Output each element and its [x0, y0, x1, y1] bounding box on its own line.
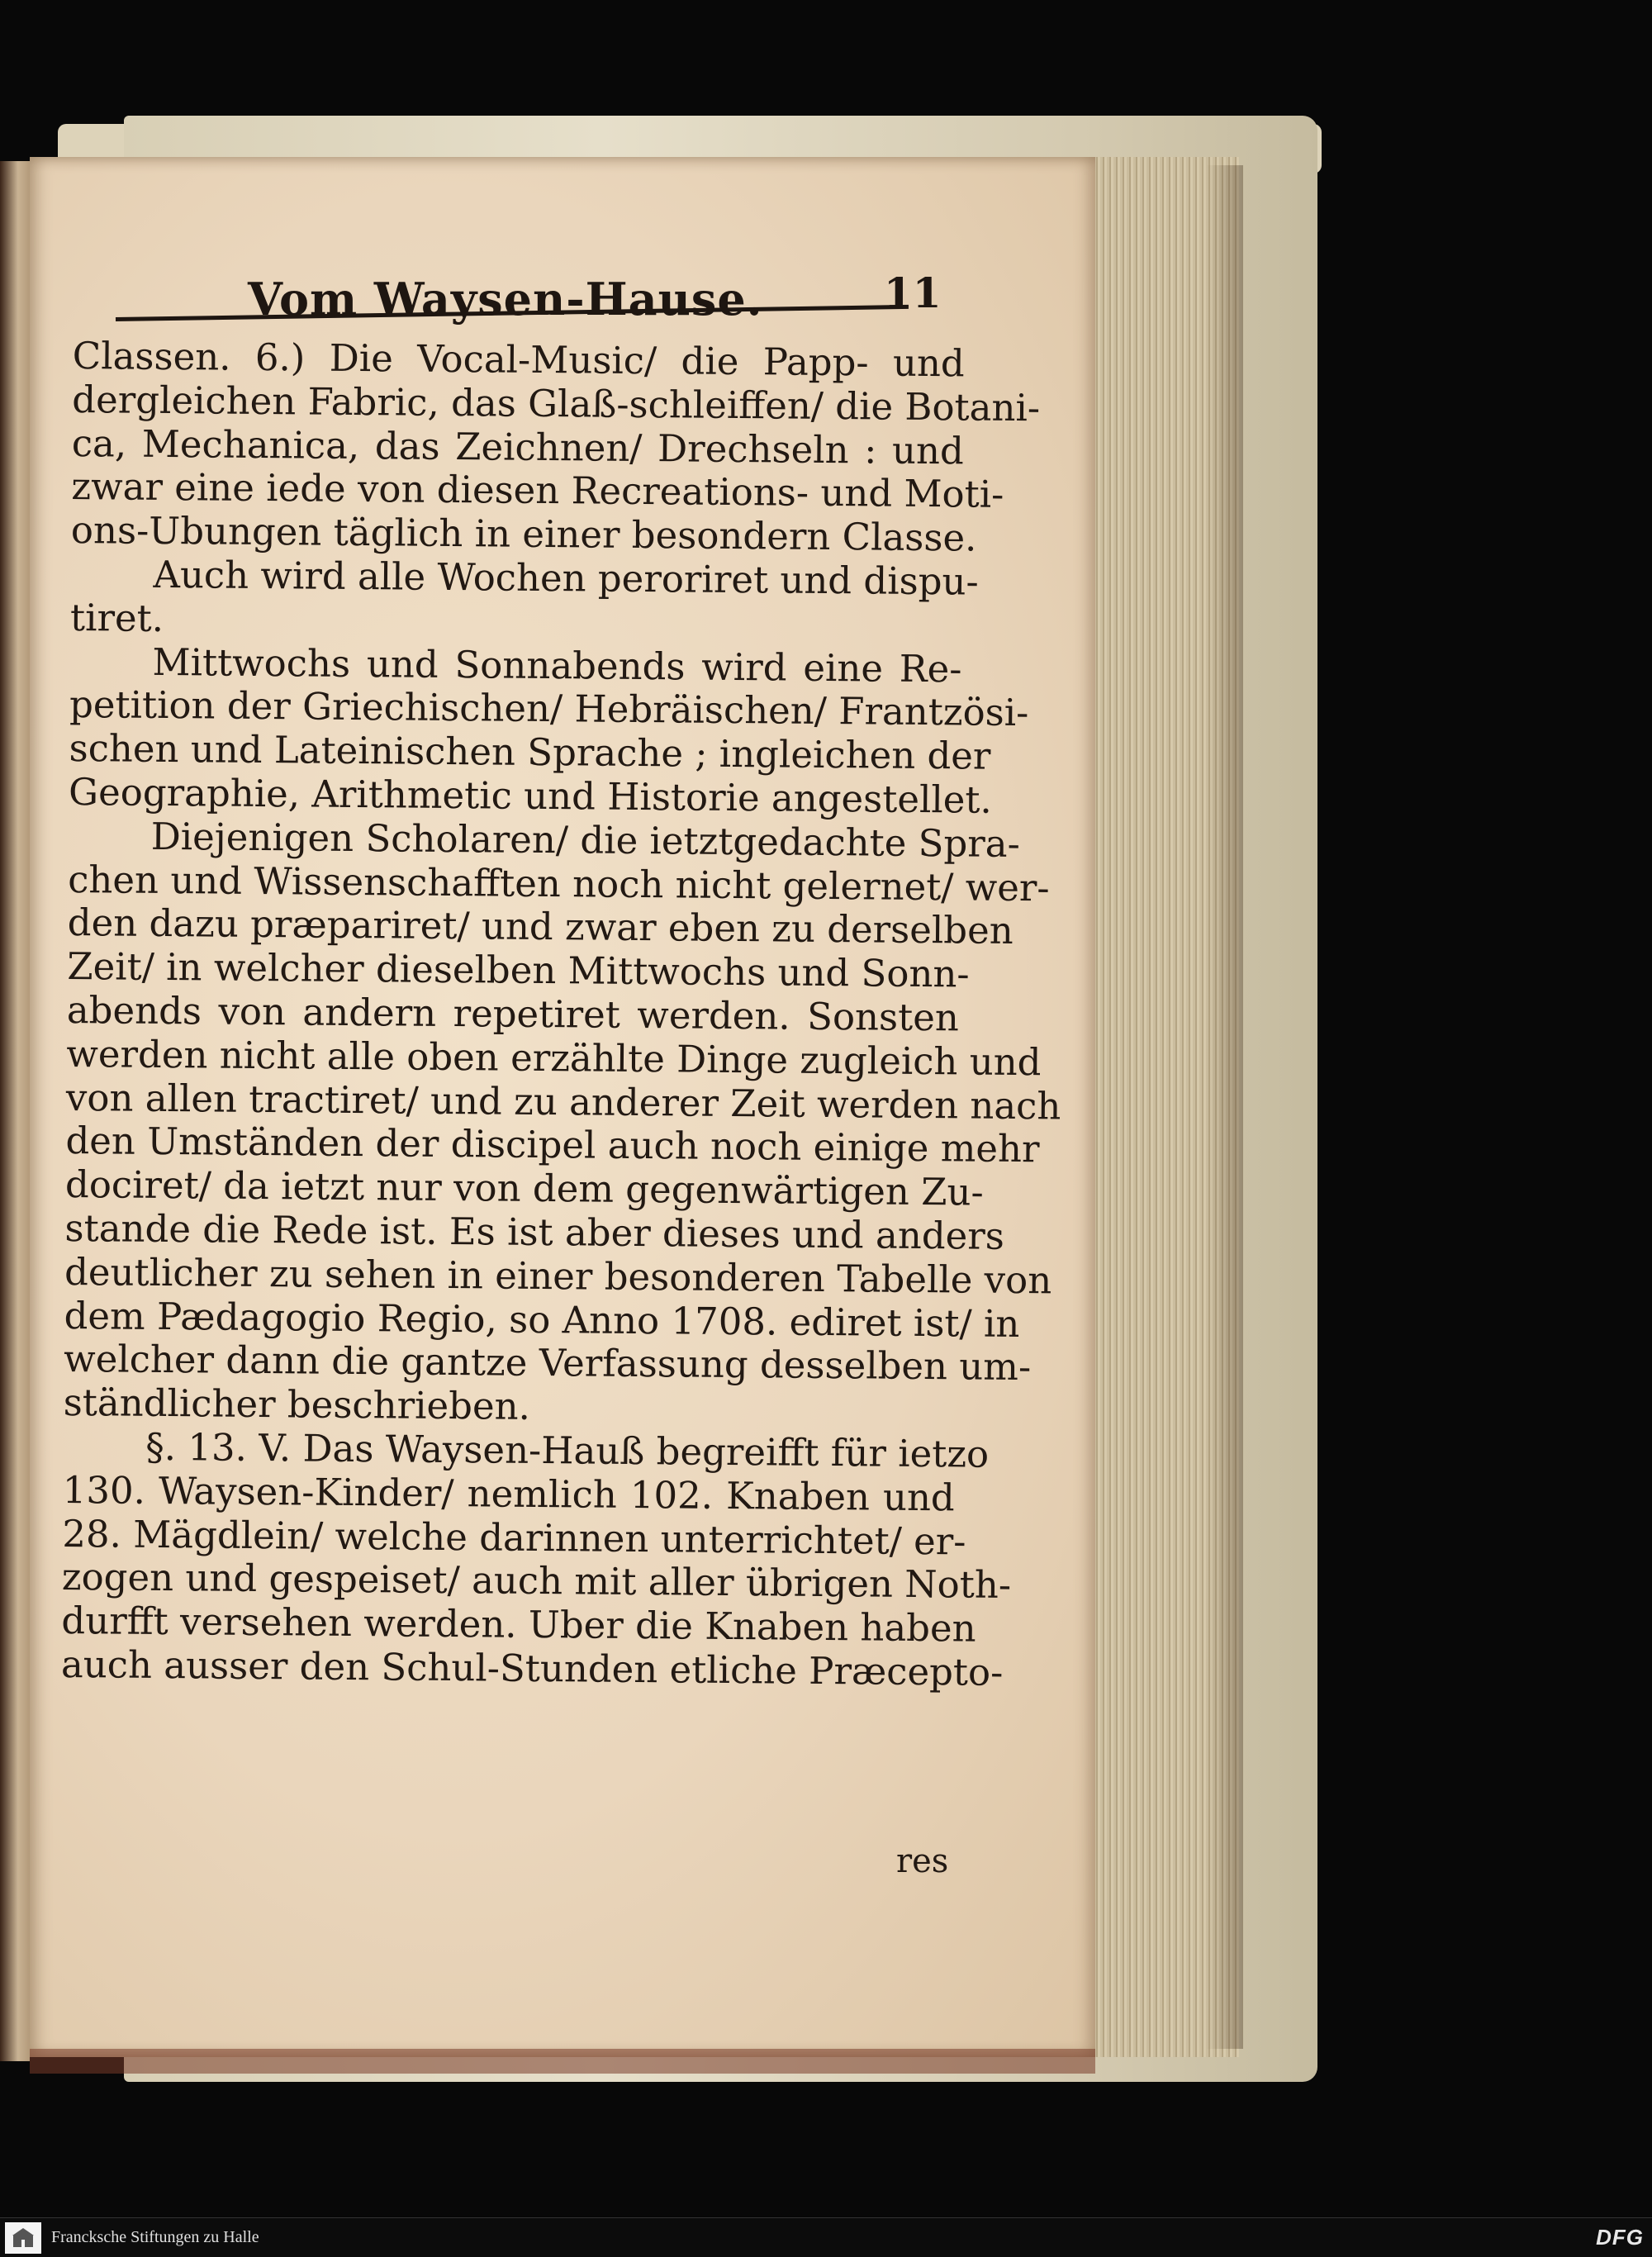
- text-line: welcher dann die gantze Verfassung desselben um-: [63, 1337, 1032, 1390]
- text-line: ons-Ubungen täglich in einer besondern Classe.: [70, 508, 977, 560]
- dfg-logo: DFG: [1596, 2225, 1644, 2250]
- text-line: abends von andern repetiret werden. Sonsten: [66, 987, 960, 1040]
- running-head: Vom Waysen-Hause.: [248, 273, 763, 325]
- text-line: ca, Mechanica, das Zeichnen/ Drechseln : und: [71, 421, 965, 473]
- text-line: Classen. 6.) Die Vocal-Music/ die Papp- und: [72, 334, 965, 386]
- text-line: Diejenigen Scholaren/ die ietztgedachte Spra-: [150, 814, 1021, 866]
- text-line: ständlicher beschrieben.: [63, 1380, 531, 1429]
- text-line: Mittwochs und Sonnabends wird eine Re-: [152, 639, 962, 691]
- text-line: deutlicher zu sehen in einer besonderen Tabelle von: [64, 1249, 1052, 1303]
- text-line: dociret/ da ietzt nur von dem gegenwärtigen Zu-: [64, 1162, 984, 1214]
- institution-name: Francksche Stiftungen zu Halle: [51, 2228, 259, 2246]
- text-line: werden nicht alle oben erzählte Dinge zugleich und: [66, 1031, 1042, 1085]
- text-line: chen und Wissenschafften noch nicht gelernet/ wer-: [68, 857, 1050, 910]
- text-line: dergleichen Fabric, das Glaß-schleiffen/ die Botani-: [72, 377, 1041, 430]
- body-text: [60, 334, 1061, 1694]
- text-line: 28. Mägdlein/ welche darinnen unterrichtet/ er-: [62, 1511, 966, 1564]
- text-line: Auch wird alle Wochen peroriret und dispu-: [153, 552, 979, 604]
- text-line: zwar eine iede von diesen Recreations- und Moti-: [71, 464, 1004, 517]
- page-number: 11: [884, 268, 942, 317]
- institution-logo-icon: [5, 2222, 41, 2254]
- text-line: stande die Rede ist. Es ist aber dieses und anders: [64, 1205, 1005, 1258]
- text-line: den Umständen der discipel auch noch einige mehr: [65, 1119, 1040, 1171]
- text-line: 130. Waysen-Kinder/ nemlich 102. Knaben und: [62, 1467, 955, 1520]
- text-line: Zeit/ in welcher dieselben Mittwochs und Sonn-: [67, 944, 970, 996]
- text-line: §. 13. V. Das Waysen-Hauß begreifft für ietzo: [145, 1424, 990, 1476]
- text-line: tiret.: [69, 595, 164, 640]
- text-line: auch ausser den Schul-Stunden etliche Præcepto-: [60, 1642, 1004, 1694]
- text-line: petition der Griechischen/ Hebräischen/ Frantzösi-: [69, 682, 1029, 735]
- text-line: schen und Lateinischen Sprache ; ingleichen der: [69, 726, 991, 778]
- text-line: durfft versehen werden. Uber die Knaben haben: [61, 1599, 976, 1651]
- text-line: von allen tractiret/ und zu anderer Zeit werden nach: [65, 1075, 1061, 1128]
- page-edge-shade: [1206, 165, 1243, 2049]
- text-line: den dazu præpariret/ und zwar eben zu derselben: [67, 900, 1014, 953]
- text-line: dem Pædagogio Regio, so Anno 1708. ediret ist/ in: [64, 1293, 1020, 1346]
- viewer-footer: [0, 2217, 1652, 2257]
- text-line: Geographie, Arithmetic und Historie angestellet.: [68, 769, 993, 822]
- page-bottom-edge: [30, 2049, 1095, 2074]
- left-page-edge: [0, 161, 30, 2061]
- catchword: res: [896, 1842, 949, 1880]
- text-line: zogen und gespeiset/ auch mit aller übrigen Noth-: [61, 1555, 1012, 1608]
